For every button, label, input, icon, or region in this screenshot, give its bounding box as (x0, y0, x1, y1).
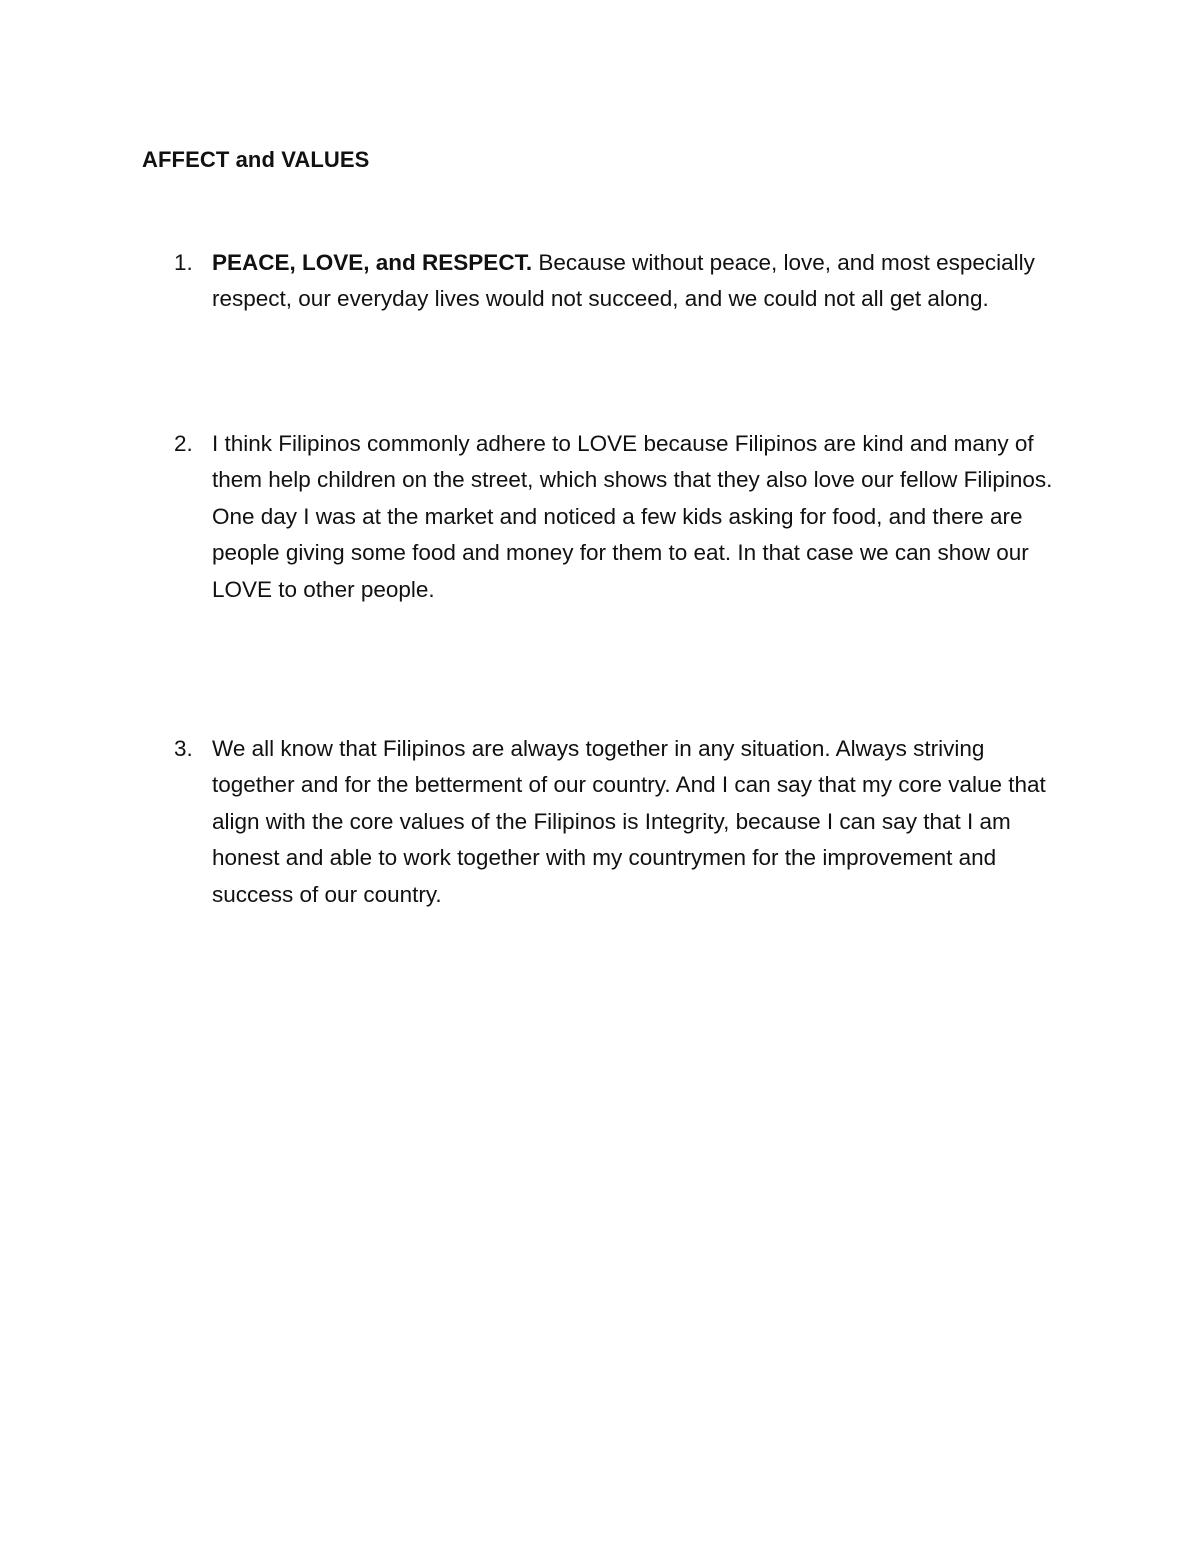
list-item-body: Because without peace, love, and most especially respect, our everyday lives would not succeed, and we could not all get along. (212, 250, 1035, 312)
list-item-text (212, 245, 1072, 318)
list-item-text (212, 426, 1072, 608)
list-item-lead: PEACE, LOVE, and RESPECT. (212, 250, 533, 275)
list-item-text (212, 731, 1072, 913)
list-item-number: 1. (174, 250, 193, 275)
list-item-number: 2. (174, 431, 193, 456)
document-title: AFFECT and VALUES (142, 147, 370, 172)
list-item-number: 3. (174, 736, 193, 761)
list-item-body: I think Filipinos commonly adhere to LOVE because Filipinos are kind and many of them help children on the street, which shows that they also love our fellow Filipinos. One day I was at the market and noticed a few kids asking for food, and there are people giving some food and money for them to eat. In that case we can show our LOVE to other people. (212, 431, 1053, 602)
list-item-body: We all know that Filipinos are always together in any situation. Always striving together and for the betterment of our country. And I can say that my core value that align with the core values of the Filipinos is Integrity, because I can say that I am honest and able to work together with my countrymen for the improvement and success of our country. (212, 736, 1046, 907)
